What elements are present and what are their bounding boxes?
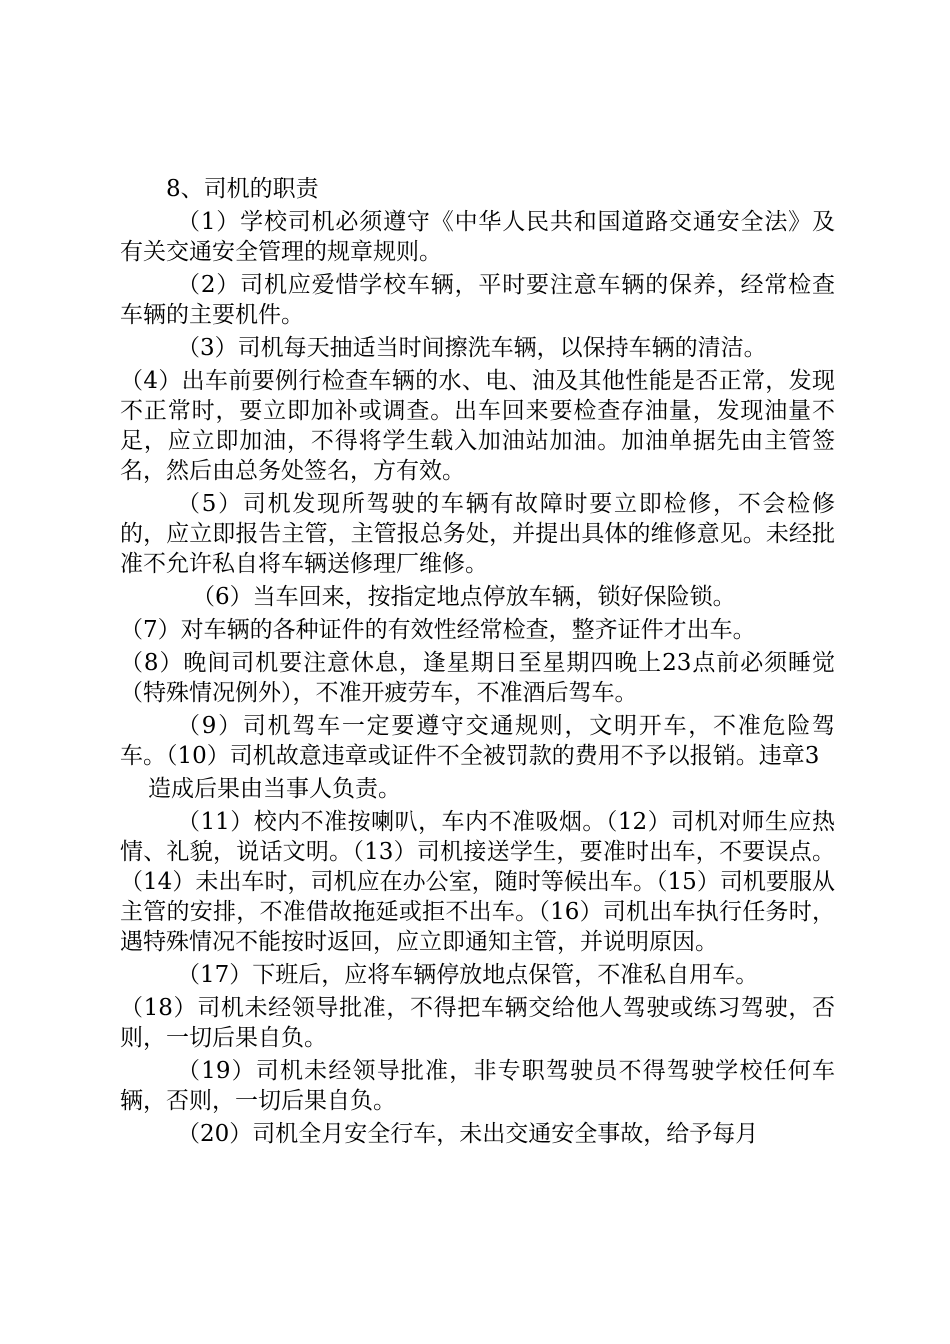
paragraph-3: （3）司机每天抽适当时间擦洗车辆，以保持车辆的清洁。 (177, 335, 767, 361)
paragraph-9: （9）司机驾车一定要遵守交通规则，文明开车，不准危险驾车。（10）司机故意违章或证件不全被罚款的费用不予以报销。违章3 (120, 713, 835, 769)
paragraph-13: （18）司机未经领导批准，不得把车辆交给他人驾驶或练习驾驶，否则，一切后果自负。 (120, 995, 835, 1051)
paragraph-11: （11）校内不准按喇叭，车内不准吸烟。（12）司机对师生应热情、礼貌，说话文明。（13）司机接送学生，要准时出车，不要误点。（14）未出车时，司机应在办公室，随时等候出车。（15）司机要服从主管的安排，不准借故拖延或拒不出车。（16）司机出车执行任务时，遇特殊情况不能按时返回，应立即通知主管，并说明原因。 (120, 809, 835, 955)
paragraph-12: （17）下班后，应将车辆停放地点保管，不准私自用车。 (177, 962, 759, 988)
paragraph-5: （5）司机发现所驾驶的车辆有故障时要立即检修，不会检修的，应立即报告主管，主管报总务处，并提出具体的维修意见。未经批准不允许私自将车辆送修理厂维修。 (120, 491, 835, 577)
section-heading: 8、司机的职责 (166, 176, 319, 202)
paragraph-15: （20）司机全月安全行车，未出交通安全事故，给予每月 (177, 1121, 759, 1147)
paragraph-1: （1）学校司机必须遵守《中华人民共和国道路交通安全法》及有关交通安全管理的规章规则。 (120, 209, 835, 265)
paragraph-10: 造成后果由当事人负责。 (148, 776, 401, 802)
paragraph-8: （8）晚间司机要注意休息，逢星期日至星期四晚上23点前必须睡觉（特殊情况例外），不准开疲劳车，不准酒后驾车。 (120, 650, 835, 706)
paragraph-14: （19）司机未经领导批准，非专职驾驶员不得驾驶学校任何车辆，否则，一切后果自负。 (120, 1058, 835, 1114)
paragraph-7: （7）对车辆的各种证件的有效性经常检查，整齐证件才出车。 (120, 617, 756, 643)
document-body (120, 174, 835, 1152)
paragraph-6: （6）当车回来，按指定地点停放车辆，锁好保险锁。 (192, 584, 736, 610)
paragraph-4: （4）出车前要例行检查车辆的水、电、油及其他性能是否正常，发现不正常时，要立即加补或调查。出车回来要检查存油量，发现油量不足，应立即加油，不得将学生载入加油站加油。加油单据先由主管签名，然后由总务处签名，方有效。 (120, 368, 835, 484)
paragraph-2: （2）司机应爱惜学校车辆，平时要注意车辆的保养，经常检查车辆的主要机件。 (120, 272, 835, 328)
